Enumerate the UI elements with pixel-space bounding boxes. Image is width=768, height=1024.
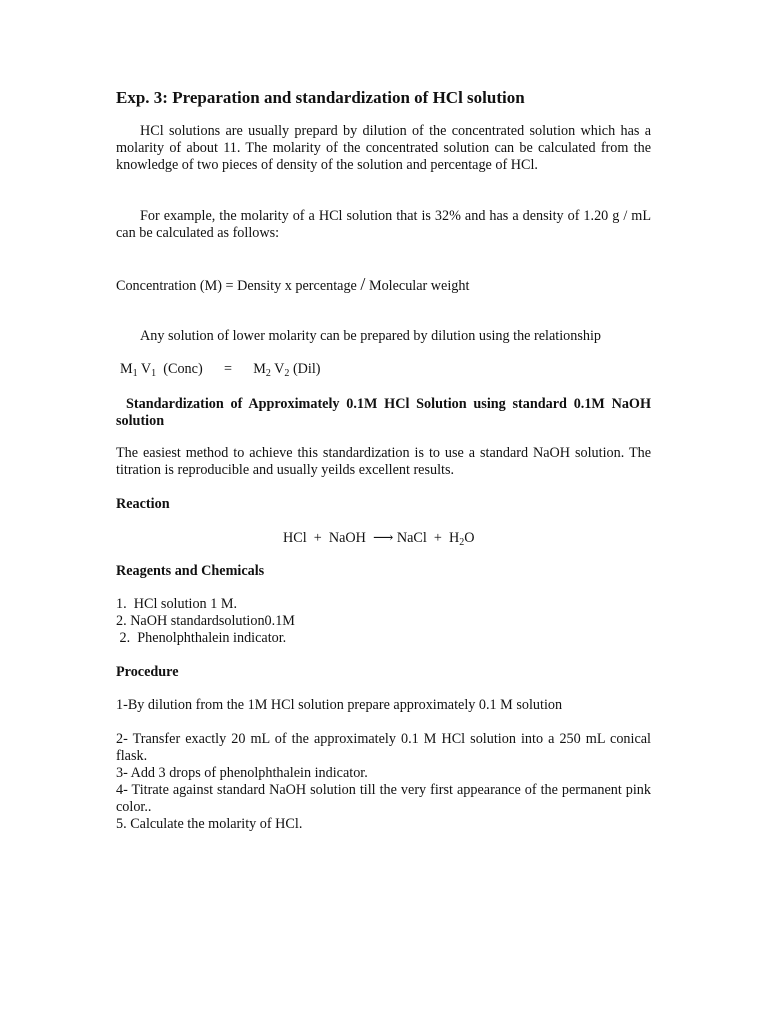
procedure-list bbox=[116, 731, 651, 833]
procedure-step: 2- Transfer exactly 20 mL of the approximately 0.1 M HCl solution into a 250 mL conical flask. bbox=[116, 731, 651, 764]
procedure-step: 5. Calculate the molarity of HCl. bbox=[116, 816, 303, 832]
m1-subscript: 1 bbox=[132, 368, 138, 379]
v1-symbol: V bbox=[137, 361, 152, 377]
reaction-heading: Reaction bbox=[116, 496, 170, 512]
standardization-paragraph: The easiest method to achieve this standardization is to use a standard NaOH solution. The titration is reproducible and usually yeilds excellent results. bbox=[116, 445, 651, 478]
list-item: 1. HCl solution 1 M. bbox=[116, 596, 238, 612]
concentration-left: Concentration (M) = Density x percentage bbox=[116, 278, 361, 294]
reaction-equation bbox=[283, 530, 603, 547]
division-slash: / bbox=[360, 274, 366, 294]
reagents-heading: Reagents and Chemicals bbox=[116, 563, 265, 579]
m1-symbol: M bbox=[120, 361, 133, 377]
procedure-heading: Procedure bbox=[116, 664, 179, 680]
reaction-right: NaCl + H bbox=[393, 530, 460, 546]
h2-subscript: 2 bbox=[459, 537, 465, 548]
conc-label: (Conc) = bbox=[156, 361, 254, 377]
procedure-step: 1-By dilution from the 1M HCl solution prepare approximately 0.1 M solution bbox=[116, 697, 563, 713]
list-item: 2. Phenolphthalein indicator. bbox=[116, 630, 287, 646]
dil-label: (Dil) bbox=[289, 361, 321, 377]
procedure-step: 4- Titrate against standard NaOH solution till the very first appearance of the permanent pink color.. bbox=[116, 782, 651, 815]
reaction-end: O bbox=[464, 530, 475, 546]
m2-symbol: M bbox=[253, 361, 266, 377]
dilution-paragraph: Any solution of lower molarity can be prepared by dilution using the relationship bbox=[140, 328, 601, 344]
list-item: 2. NaOH standardsolution0.1M bbox=[116, 613, 295, 629]
v1-subscript: 1 bbox=[151, 368, 157, 379]
reagents-list bbox=[116, 596, 651, 647]
reaction-arrow: ⟶ bbox=[372, 530, 394, 546]
example-paragraph: For example, the molarity of a HCl solution that is 32% and has a density of 1.20 g / mL can be calculated as follows: bbox=[116, 208, 651, 241]
concentration-right: Molecular weight bbox=[365, 278, 470, 294]
intro-paragraph: HCl solutions are usually prepard by dilution of the concentrated solution which has a molarity of about 11. The molarity of the concentrated solution can be calculated from the knowledge of two pieces of density of the solution and percentage of HCl. bbox=[116, 123, 651, 173]
page-title: Exp. 3: Preparation and standardization of HCl solution bbox=[116, 88, 525, 107]
v2-symbol: V bbox=[270, 361, 285, 377]
dilution-equation bbox=[120, 361, 655, 378]
reaction-left: HCl + NaOH bbox=[283, 530, 373, 546]
concentration-formula bbox=[116, 276, 651, 295]
procedure-step: 3- Add 3 drops of phenolphthalein indicator. bbox=[116, 765, 368, 781]
standardization-heading: Standardization of Approximately 0.1M HCl Solution using standard 0.1M NaOH solution bbox=[116, 396, 651, 429]
v2-subscript: 2 bbox=[284, 368, 290, 379]
m2-subscript: 2 bbox=[265, 368, 271, 379]
